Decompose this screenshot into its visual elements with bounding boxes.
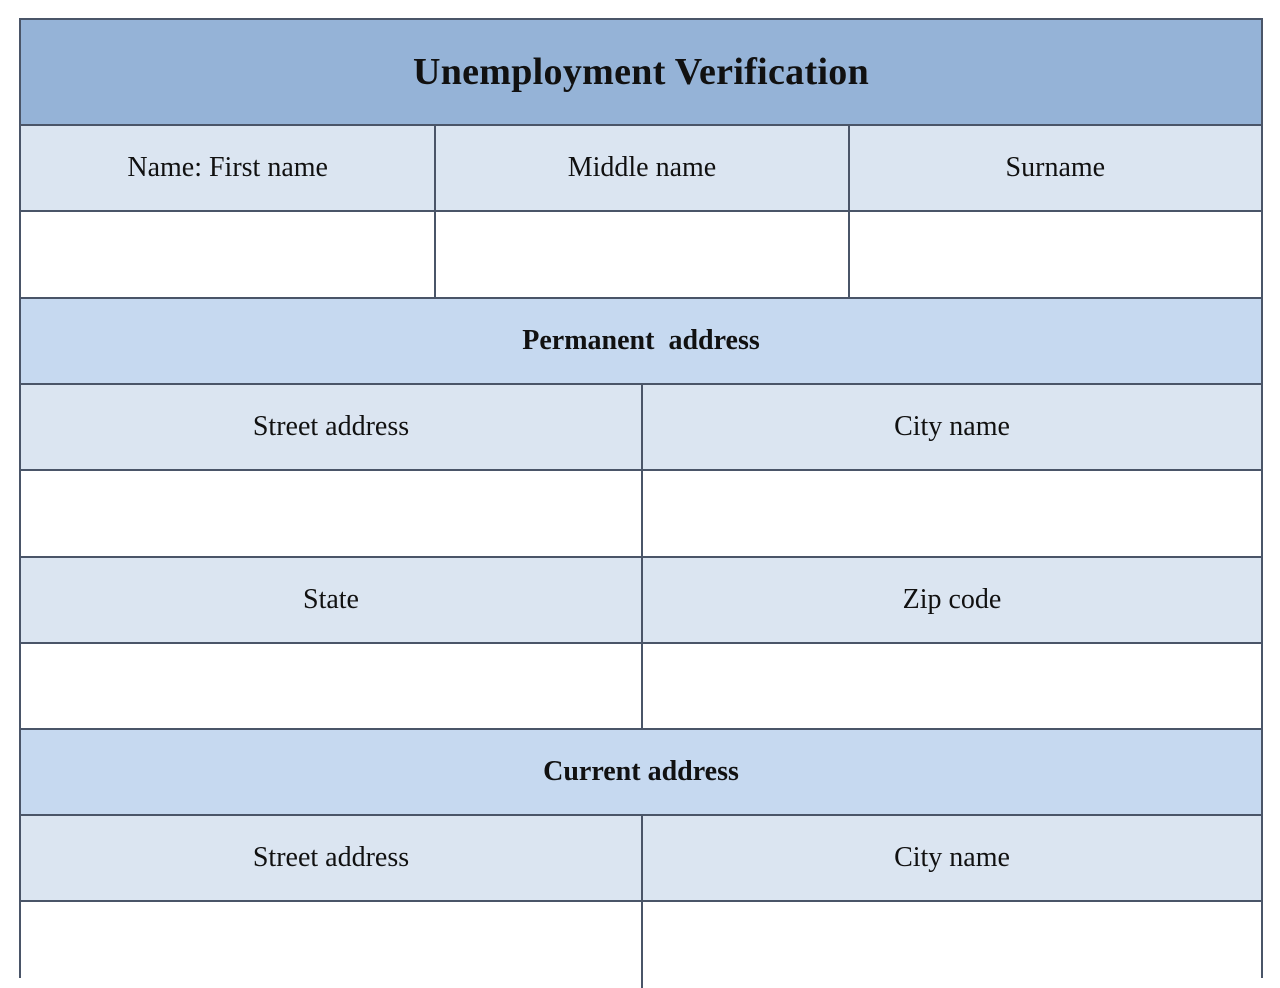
name-label-row (21, 126, 1261, 212)
middle-name-cell (434, 212, 847, 297)
current-address-heading-row (21, 730, 1261, 816)
permanent-state-zip-label-row (21, 558, 1261, 644)
permanent-zip-label: Zip code (641, 558, 1261, 642)
permanent-street-cell (21, 471, 641, 556)
first-name-field[interactable] (21, 212, 434, 297)
current-street-field[interactable] (21, 902, 641, 988)
surname-cell (848, 212, 1261, 297)
permanent-state-label: State (303, 584, 359, 615)
permanent-state-field[interactable] (21, 644, 641, 728)
unemployment-verification-form (19, 18, 1263, 978)
permanent-state-cell (21, 644, 641, 728)
permanent-address-heading: Permanent address (522, 325, 760, 356)
current-street-label: Street address (252, 842, 410, 873)
middle-name-field[interactable] (436, 212, 847, 297)
permanent-zip-cell (641, 644, 1261, 728)
middle-name-label: Middle name (434, 126, 847, 210)
current-street-city-label-row (21, 816, 1261, 902)
permanent-city-cell (641, 471, 1261, 556)
permanent-city-label: City name (641, 385, 1261, 469)
permanent-street-label: Street address (252, 411, 410, 442)
current-street-city-input-row (21, 902, 1261, 988)
current-city-cell (641, 902, 1261, 988)
surname-label: Surname (848, 126, 1261, 210)
surname-field[interactable] (850, 212, 1261, 297)
current-city-field[interactable] (643, 902, 1261, 988)
current-address-heading: Current address (543, 756, 739, 787)
permanent-street-city-input-row (21, 471, 1261, 558)
permanent-street-city-label-row (21, 385, 1261, 471)
current-street-cell (21, 902, 641, 988)
form-title: Unemployment Verification (412, 51, 870, 93)
current-city-label: City name (641, 816, 1261, 900)
permanent-street-field[interactable] (21, 471, 641, 556)
first-name-label: Name: First name (127, 152, 328, 183)
name-input-row (21, 212, 1261, 299)
permanent-state-zip-input-row (21, 644, 1261, 730)
permanent-address-heading-row (21, 299, 1261, 385)
form-title-row (21, 20, 1261, 126)
permanent-city-field[interactable] (643, 471, 1261, 556)
first-name-cell (21, 212, 434, 297)
permanent-zip-field[interactable] (643, 644, 1261, 728)
